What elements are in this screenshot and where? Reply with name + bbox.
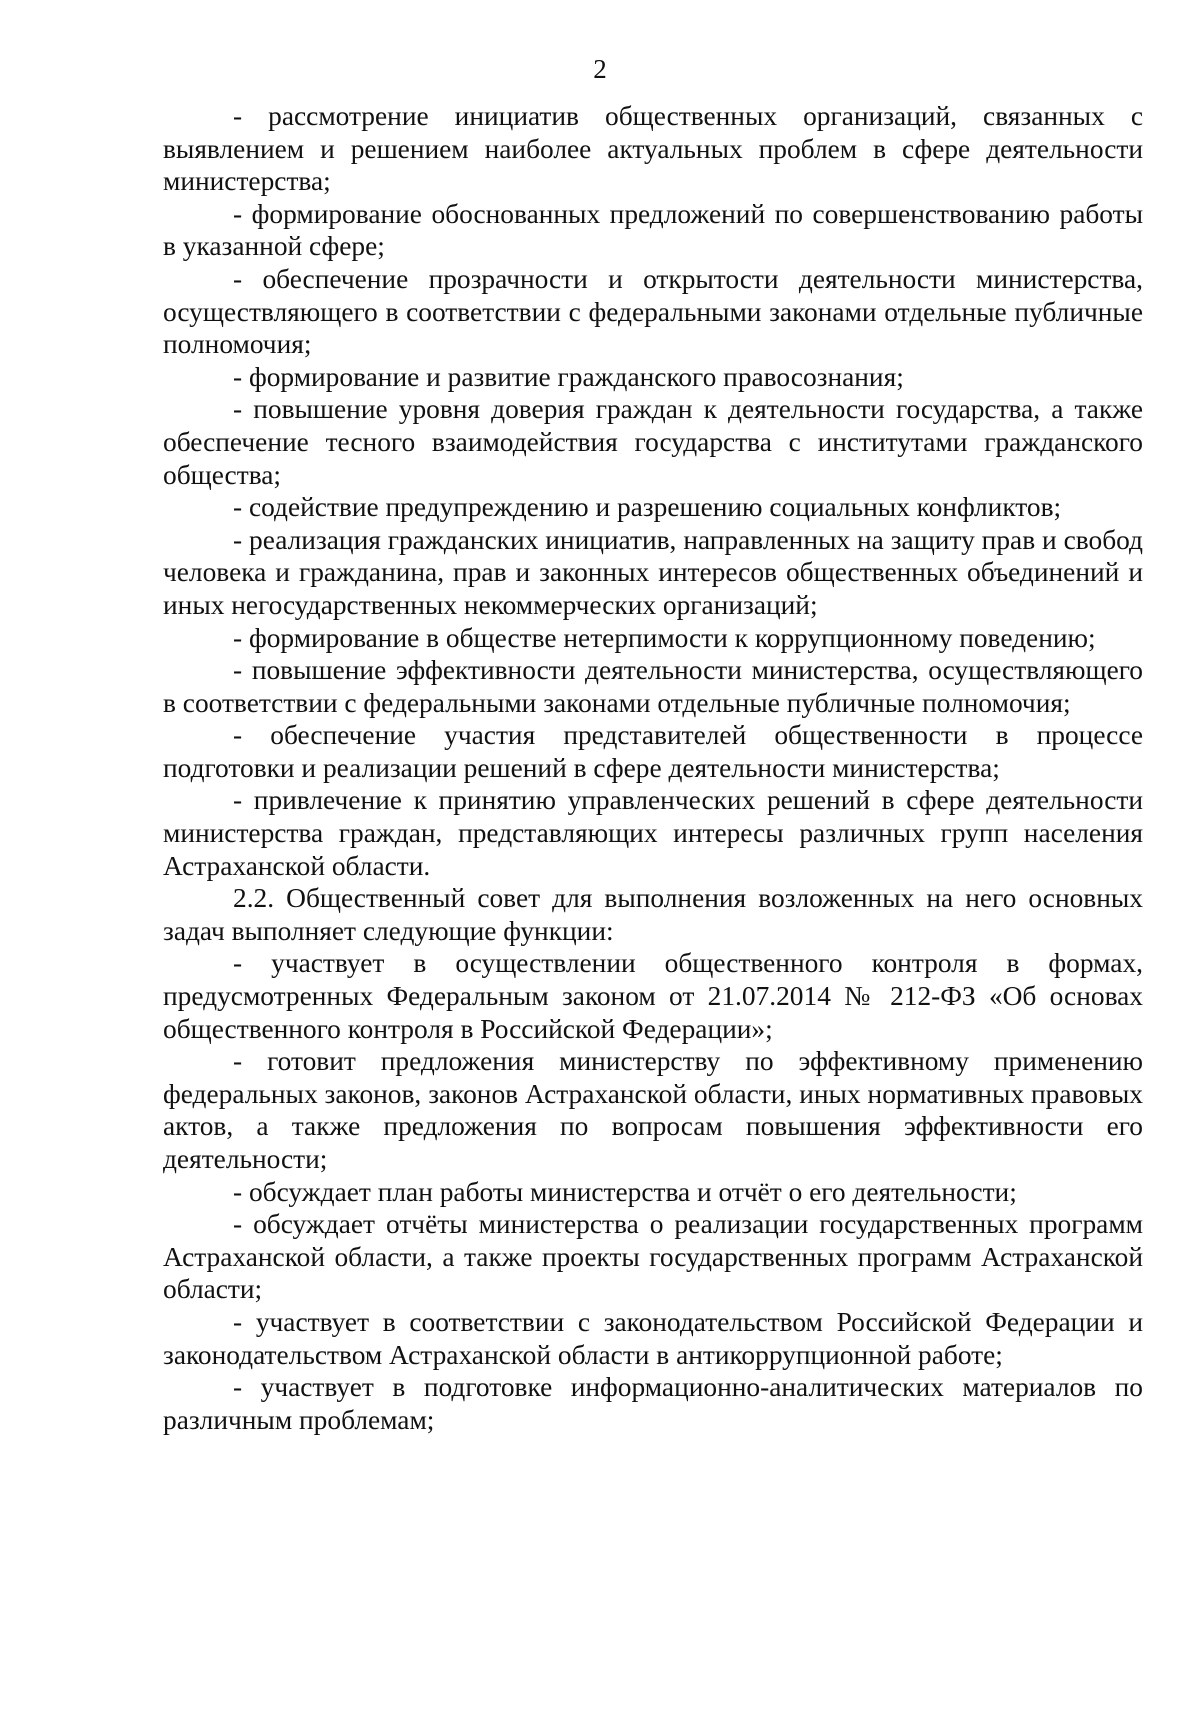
paragraph: - участвует в соответствии с законодательством Российской Федерации и законодательством Астраханской области в антикоррупционной работе; [163, 1306, 1143, 1370]
paragraph: - обеспечение участия представителей общественности в процессе подготовки и реализации решений в сфере деятельности министерства; [163, 720, 1143, 783]
paragraph: - реализация гражданских инициатив, направленных на защиту прав и свобод человека и гражданина, прав и законных интересов общественных объединений и иных негосударственных некоммерческих организаций; [163, 524, 1143, 620]
paragraph: - готовит предложения министерству по эффективному применению федеральных законов, законов Астраханской области, иных нормативных правовых актов, а также предложения по вопросам повышения эффективности его деятельности; [163, 1046, 1143, 1174]
paragraph: - обсуждает отчёты министерства о реализации государственных программ Астраханской области, а также проекты государственных программ Астраханской области; [163, 1209, 1143, 1305]
page-number: 2 [593, 54, 607, 84]
paragraph: - содействие предупреждению и разрешению социальных конфликтов; [233, 492, 1062, 523]
paragraph: - обеспечение прозрачности и открытости деятельности министерства, осуществляющего в соответствии с федеральными законами отдельные публичные полномочия; [163, 263, 1143, 360]
paragraph: - рассмотрение инициатив общественных организаций, связанных с выявлением и решением наиболее актуальных проблем в сфере деятельности министерства; [163, 101, 1143, 197]
document-body [163, 100, 1143, 1436]
paragraph: - формирование и развитие гражданского правосознания; [233, 361, 904, 392]
section-paragraph: 2.2. Общественный совет для выполнения возложенных на него основных задач выполняет следующие функции: [163, 883, 1143, 946]
paragraph: - участвует в осуществлении общественного контроля в формах, предусмотренных Федеральным законом от 21.07.2014 № 212-ФЗ «Об основах общественного контроля в Российской Федерации»; [163, 948, 1143, 1044]
paragraph: - участвует в подготовке информационно-аналитических материалов по различным проблемам; [163, 1372, 1143, 1435]
paragraph: - повышение уровня доверия граждан к деятельности государства, а также обеспечение тесного взаимодействия государства с институтами гражданского общества; [163, 394, 1143, 490]
paragraph: - обсуждает план работы министерства и отчёт о его деятельности; [233, 1176, 1017, 1207]
paragraph: - привлечение к принятию управленческих решений в сфере деятельности министерства граждан, представляющих интересы различных групп населения Астраханской области. [163, 785, 1143, 881]
paragraph: - формирование в обществе нетерпимости к коррупционному поведению; [233, 622, 1096, 653]
paragraph: - формирование обоснованных предложений по совершенствованию работы в указанной сфере; [163, 198, 1143, 262]
paragraph: - повышение эффективности деятельности министерства, осуществляющего в соответствии с федеральными законами отдельные публичные полномочия; [163, 655, 1143, 718]
